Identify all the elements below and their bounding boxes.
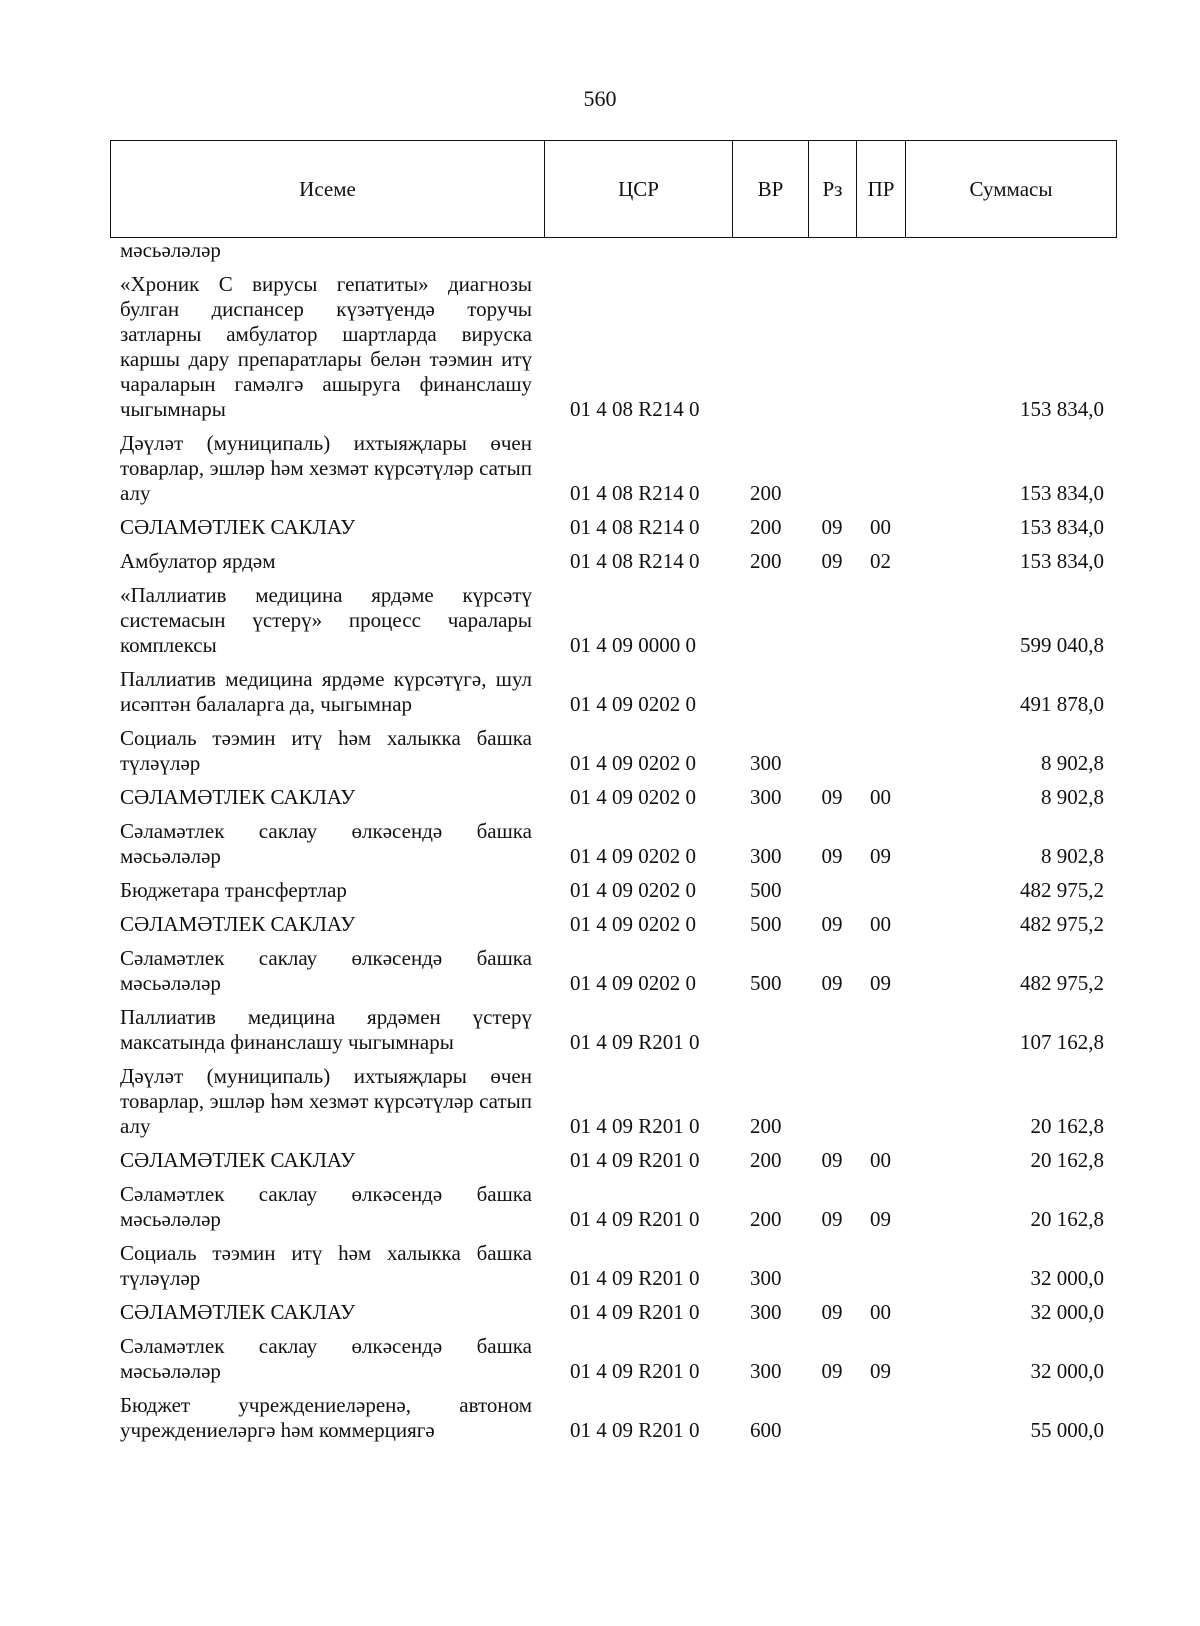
row-pr-code: 00	[870, 515, 891, 539]
table-row	[110, 1291, 1116, 1325]
row-name: Сәламәтлек саклау өлкәсендә башка мәсьәләләр	[120, 946, 532, 995]
row-name: СӘЛАМӘТЛЕК САКЛАУ	[120, 785, 356, 809]
row-name: Паллиатив медицина ярдәме күрсәтүгә, шул исәптән балаларга да, чыгымнар	[120, 667, 532, 716]
row-name: «Хроник С вирусы гепатиты» диагнозы булган диспансер күзәтүендә торучы затларны амбулатор шартларда вируска каршы дару препаратлары белән тәэмин итү чараларын гамәлгә ашыруга финанслашу чыгымнары	[120, 272, 532, 421]
row-vr-code: 300	[750, 785, 782, 809]
table-row	[110, 996, 1116, 1055]
row-rz-code	[808, 869, 856, 903]
row-csr-code: 01 4 08 R214 0	[570, 397, 700, 421]
row-vr-code: 200	[750, 549, 782, 573]
row-sum-value: 32 000,0	[1030, 1266, 1104, 1290]
row-pr-code	[856, 238, 905, 263]
table-row	[110, 1232, 1116, 1291]
row-csr-code: 01 4 09 0202 0	[570, 751, 696, 775]
row-pr-code	[856, 717, 905, 776]
row-pr-code	[856, 996, 905, 1055]
row-csr-code: 01 4 09 R201 0	[570, 1418, 700, 1442]
row-sum-value: 55 000,0	[1030, 1418, 1104, 1442]
table-row	[110, 658, 1116, 717]
row-csr-code: 01 4 09 0202 0	[570, 878, 696, 902]
row-csr-code: 01 4 09 0202 0	[570, 912, 696, 936]
row-pr-code: 00	[870, 912, 891, 936]
row-sum-value: 153 834,0	[1020, 481, 1104, 505]
row-csr-code: 01 4 09 R201 0	[570, 1207, 700, 1231]
row-vr-code: 300	[750, 844, 782, 868]
row-sum-value: 599 040,8	[1020, 633, 1104, 657]
row-vr-code: 200	[750, 1207, 782, 1231]
row-vr-code: 200	[750, 1114, 782, 1138]
row-name: СӘЛАМӘТЛЕК САКЛАУ	[120, 1300, 356, 1324]
row-vr-code: 500	[750, 878, 782, 902]
row-pr-code	[856, 1232, 905, 1291]
row-sum-value: 8 902,8	[1041, 751, 1104, 775]
table-row	[110, 506, 1116, 540]
row-sum-value: 482 975,2	[1020, 971, 1104, 995]
row-vr-code	[732, 574, 808, 658]
row-csr-code: 01 4 09 0202 0	[570, 844, 696, 868]
row-rz-code: 09	[821, 971, 843, 995]
row-csr-code: 01 4 09 0000 0	[570, 633, 696, 657]
row-rz-code: 09	[821, 1359, 843, 1383]
row-name: Социаль тәэмин итү һәм халыкка башка түләүләр	[120, 1241, 532, 1290]
row-pr-code	[856, 869, 905, 903]
table-row	[110, 1139, 1116, 1173]
row-name: Сәламәтлек саклау өлкәсендә башка мәсьәләләр	[120, 1334, 532, 1383]
row-rz-code	[808, 717, 856, 776]
row-csr-code	[544, 238, 732, 263]
table-row	[110, 1384, 1116, 1443]
row-rz-code: 09	[821, 1300, 843, 1324]
row-vr-code: 200	[750, 515, 782, 539]
row-vr-code	[732, 263, 808, 422]
page-number: 560	[583, 86, 617, 111]
row-name: Амбулатор ярдәм	[120, 549, 276, 573]
row-csr-code: 01 4 09 R201 0	[570, 1266, 700, 1290]
row-rz-code: 09	[821, 1207, 843, 1231]
row-sum-value: 8 902,8	[1041, 785, 1104, 809]
row-sum-value: 491 878,0	[1020, 692, 1104, 716]
row-sum-value: 20 162,8	[1030, 1114, 1104, 1138]
row-vr-code: 500	[750, 912, 782, 936]
row-sum-value: 20 162,8	[1030, 1148, 1104, 1172]
row-rz-code	[808, 996, 856, 1055]
table-row	[110, 263, 1116, 422]
row-vr-code: 300	[750, 1300, 782, 1324]
table-row	[110, 810, 1116, 869]
row-rz-code	[808, 238, 856, 263]
row-sum-value: 20 162,8	[1030, 1207, 1104, 1231]
row-name: СӘЛАМӘТЛЕК САКЛАУ	[120, 1148, 356, 1172]
budget-table	[110, 238, 1116, 1443]
row-name: Дәүләт (муниципаль) ихтыяҗлары өчен товарлар, эшләр һәм хезмәт күрсәтүләр сатып алу	[120, 431, 532, 505]
row-sum-value: 153 834,0	[1020, 397, 1104, 421]
row-pr-code	[856, 1384, 905, 1443]
row-pr-code: 00	[870, 1300, 891, 1324]
row-vr-code	[732, 658, 808, 717]
row-csr-code: 01 4 09 0202 0	[570, 692, 696, 716]
row-vr-code	[732, 238, 808, 263]
row-pr-code: 09	[870, 971, 891, 995]
row-vr-code	[732, 996, 808, 1055]
table-header	[110, 140, 1117, 238]
row-pr-code	[856, 658, 905, 717]
row-csr-code: 01 4 09 R201 0	[570, 1030, 700, 1054]
row-sum-value: 482 975,2	[1020, 912, 1104, 936]
row-vr-code: 200	[750, 1148, 782, 1172]
table-row	[110, 903, 1116, 937]
row-csr-code: 01 4 09 R201 0	[570, 1114, 700, 1138]
row-sum-value: 8 902,8	[1041, 844, 1104, 868]
row-rz-code: 09	[821, 1148, 843, 1172]
table-row	[110, 776, 1116, 810]
table-row	[110, 422, 1116, 506]
row-pr-code: 00	[870, 785, 891, 809]
row-name: Сәламәтлек саклау өлкәсендә башка мәсьәләләр	[120, 1182, 532, 1231]
row-rz-code	[808, 422, 856, 506]
table-row	[110, 238, 1116, 263]
row-vr-code: 300	[750, 751, 782, 775]
row-vr-code: 300	[750, 1359, 782, 1383]
row-name: «Паллиатив медицина ярдәме күрсәтү системасын үстерү» процесс чаралары комплексы	[120, 583, 532, 657]
row-pr-code: 09	[870, 1359, 891, 1383]
row-rz-code	[808, 263, 856, 422]
row-pr-code: 09	[870, 1207, 891, 1231]
row-vr-code: 600	[750, 1418, 782, 1442]
row-rz-code	[808, 1384, 856, 1443]
row-pr-code: 02	[870, 549, 891, 573]
row-pr-code	[856, 422, 905, 506]
row-pr-code	[856, 574, 905, 658]
header-pr: ПР	[857, 141, 906, 238]
header-row	[111, 141, 1117, 238]
row-name: Бюджет учреждениеләренә, автоном учреждениеләргә һәм коммерциягә	[120, 1393, 532, 1442]
row-sum-value: 153 834,0	[1020, 549, 1104, 573]
row-name: Дәүләт (муниципаль) ихтыяҗлары өчен товарлар, эшләр һәм хезмәт күрсәтүләр сатып алу	[120, 1064, 532, 1138]
row-csr-code: 01 4 09 0202 0	[570, 971, 696, 995]
row-csr-code: 01 4 08 R214 0	[570, 481, 700, 505]
header-sum: Суммасы	[906, 141, 1117, 238]
row-name: Бюджетара трансфертлар	[120, 878, 347, 902]
header-name: Исеме	[111, 141, 545, 238]
row-pr-code	[856, 1055, 905, 1139]
table-row	[110, 1173, 1116, 1232]
table-row	[110, 1055, 1116, 1139]
header-rz: Рз	[809, 141, 857, 238]
row-sum-value: 32 000,0	[1030, 1300, 1104, 1324]
row-vr-code: 300	[750, 1266, 782, 1290]
table-row	[110, 1325, 1116, 1384]
header-csr: ЦСР	[545, 141, 733, 238]
row-name: СӘЛАМӘТЛЕК САКЛАУ	[120, 515, 356, 539]
row-pr-code	[856, 263, 905, 422]
row-rz-code	[808, 1055, 856, 1139]
row-sum-value	[905, 238, 1116, 263]
row-sum-value: 32 000,0	[1030, 1359, 1104, 1383]
row-name: СӘЛАМӘТЛЕК САКЛАУ	[120, 912, 356, 936]
row-rz-code: 09	[821, 844, 843, 868]
table-row	[110, 869, 1116, 903]
row-vr-code: 200	[750, 481, 782, 505]
row-csr-code: 01 4 09 R201 0	[570, 1359, 700, 1383]
row-sum-value: 482 975,2	[1020, 878, 1104, 902]
row-csr-code: 01 4 09 0202 0	[570, 785, 696, 809]
row-rz-code: 09	[821, 912, 843, 936]
row-rz-code: 09	[821, 549, 843, 573]
row-csr-code: 01 4 09 R201 0	[570, 1300, 700, 1324]
table-row	[110, 717, 1116, 776]
row-rz-code	[808, 1232, 856, 1291]
row-name: Социаль тәэмин итү һәм халыкка башка түләүләр	[120, 726, 532, 775]
table-row	[110, 540, 1116, 574]
row-csr-code: 01 4 08 R214 0	[570, 515, 700, 539]
row-name: мәсьәләләр	[120, 238, 221, 262]
row-csr-code: 01 4 08 R214 0	[570, 549, 700, 573]
table-body	[110, 238, 1116, 1443]
row-pr-code: 09	[870, 844, 891, 868]
row-csr-code: 01 4 09 R201 0	[570, 1148, 700, 1172]
row-name: Паллиатив медицина ярдәмен үстерү максатында финанслашу чыгымнары	[120, 1005, 532, 1054]
row-pr-code: 00	[870, 1148, 891, 1172]
row-name: Сәламәтлек саклау өлкәсендә башка мәсьәләләр	[120, 819, 532, 868]
table-row	[110, 574, 1116, 658]
row-vr-code: 500	[750, 971, 782, 995]
header-vr: ВР	[733, 141, 809, 238]
row-sum-value: 153 834,0	[1020, 515, 1104, 539]
row-sum-value: 107 162,8	[1020, 1030, 1104, 1054]
row-rz-code	[808, 658, 856, 717]
table-row	[110, 937, 1116, 996]
row-rz-code: 09	[821, 515, 843, 539]
row-rz-code: 09	[821, 785, 843, 809]
row-rz-code	[808, 574, 856, 658]
